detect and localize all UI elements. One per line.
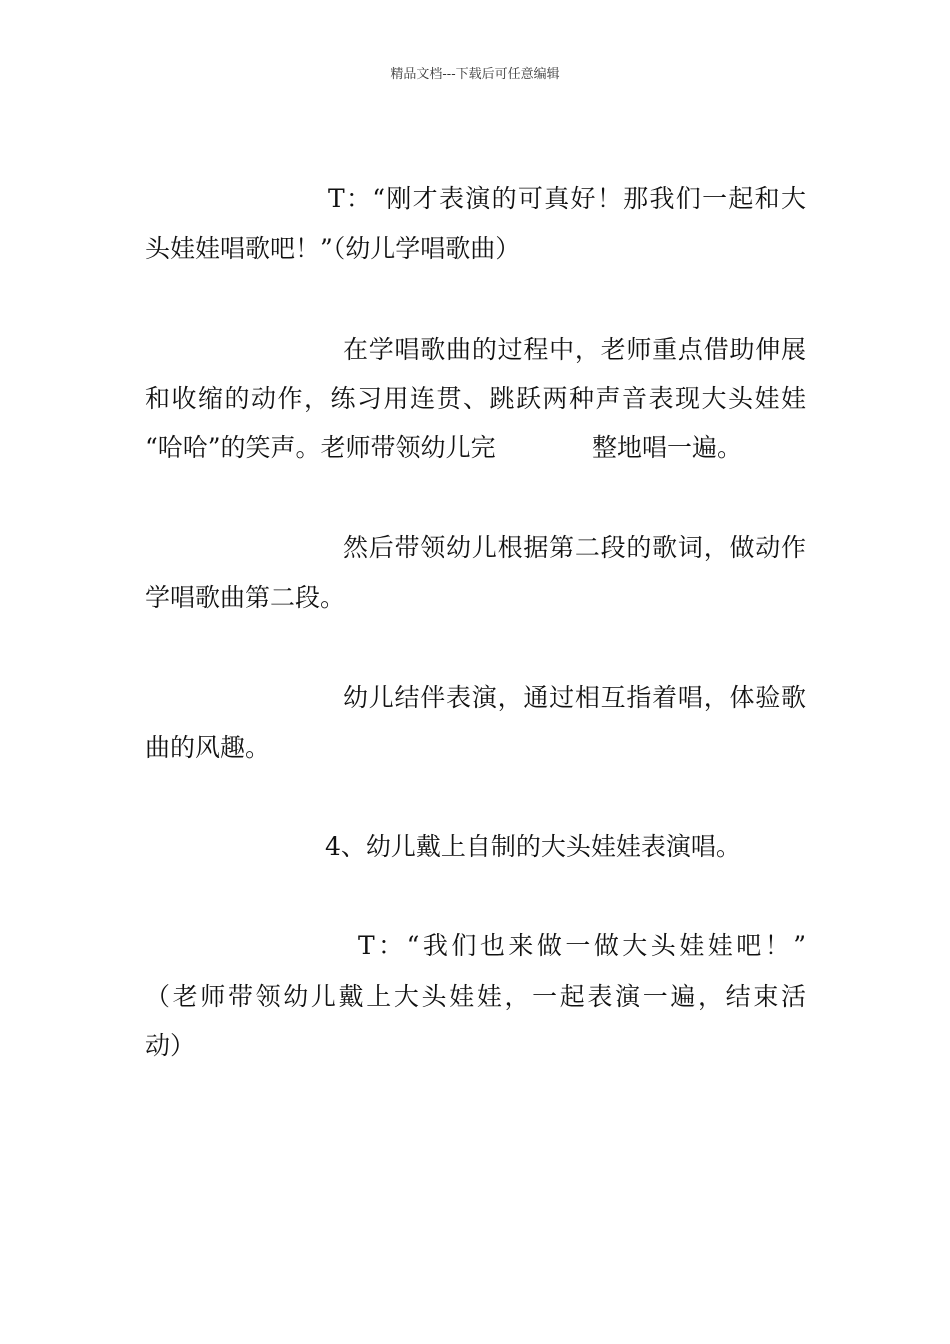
paragraph-4-line-2: 曲的风趣。: [145, 733, 271, 762]
paragraph-3-line-1: 然后带领幼儿根据第二段的歌词，做动作: [343, 533, 806, 562]
paragraph-4-line-1: 幼儿结伴表演，通过相互指着唱，体验歌: [343, 683, 806, 712]
paragraph-5-line-1: 4、幼儿戴上自制的大头娃娃表演唱。: [325, 832, 741, 861]
paragraph-1-line-1: T：“刚才表演的可真好！那我们一起和大: [328, 184, 806, 213]
paragraph-2-line-3: “哈哈”的笑声。老师带领幼儿完: [145, 433, 496, 462]
paragraph-2-line-4: 整地唱一遍。: [592, 433, 743, 462]
paragraph-6-line-3: 动）: [145, 1031, 196, 1060]
paragraph-3-line-2: 学唱歌曲第二段。: [145, 583, 346, 612]
paragraph-6-line-1: T：“我们也来做一做大头娃娃吧！”: [358, 931, 806, 960]
paragraph-2-line-2: 和收缩的动作，练习用连贯、跳跃两种声音表现大头娃娃: [145, 384, 806, 413]
paragraph-1-line-2: 头娃娃唱歌吧！”（幼儿学唱歌曲）: [145, 234, 521, 263]
page-header: 精品文档---下载后可任意编辑: [390, 67, 560, 82]
paragraph-6-line-2: （老师带领幼儿戴上大头娃娃，一起表演一遍，结束活: [145, 982, 806, 1011]
paragraph-2-line-1: 在学唱歌曲的过程中，老师重点借助伸展: [343, 335, 806, 364]
